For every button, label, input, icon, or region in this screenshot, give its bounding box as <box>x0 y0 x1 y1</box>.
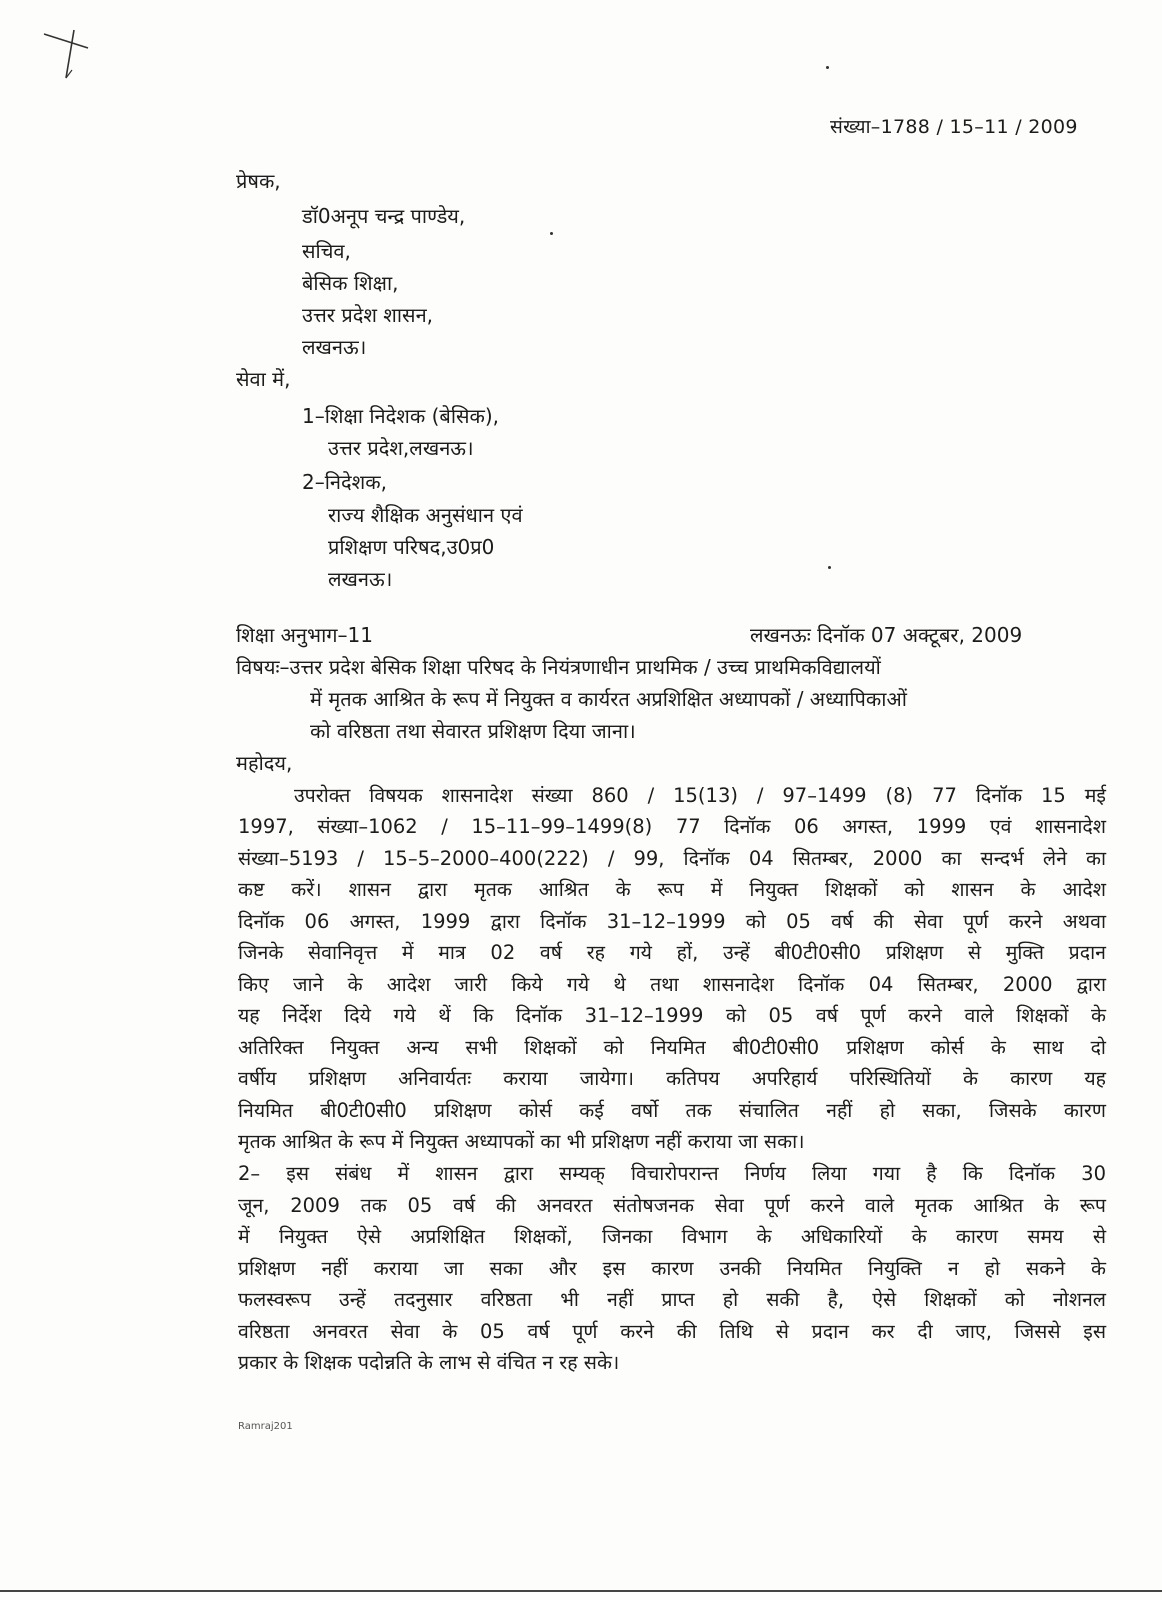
paragraph-line: 1997, संख्या–1062 / 15–11–99–1499(8) 77 दिनॉक 06 अगस्त, 1999 एवं शासनादेश <box>238 815 1106 838</box>
paragraph-line: प्रशिक्षण नहीं कराया जा सका और इस कारण उनकी नियमित नियुक्ति न हो सकने के <box>238 1256 1106 1280</box>
recipient-line: प्रशिक्षण परिषद,उ0प्र0 <box>328 535 495 559</box>
paragraph-line: यह निर्देश दिये गये थें कि दिनॉक 31–12–1999 को 05 वर्ष पूर्ण करने वाले शिक्षकों के <box>238 1004 1106 1027</box>
paragraph-line: फलस्वरूप उन्हें तदनुसार वरिष्ठता भी नहीं प्राप्त हो सकी है, ऐसे शिक्षकों को नोशनल <box>238 1288 1106 1311</box>
subject-line: विषयः–उत्तर प्रदेश बेसिक शिक्षा परिषद के नियंत्रणाधीन प्राथमिक / उच्च प्राथमिकविद्यालयों <box>236 655 881 679</box>
sender-line: डॉ0अनूप चन्द्र पाण्डेय, <box>302 204 466 228</box>
paragraph-line: नियमित बी0टी0सी0 प्रशिक्षण कोर्स कई वर्षो तक संचालित नहीं हो सका, जिसके कारण <box>238 1098 1106 1122</box>
subject-line: को वरिष्ठता तथा सेवारत प्रशिक्षण दिया जाना। <box>310 719 636 743</box>
paragraph-line: जिनके सेवानिवृत्त में मात्र 02 वर्ष रह गये हों, उन्हें बी0टी0सी0 प्रशिक्षण से मुक्ति प्रदान <box>238 941 1106 964</box>
footer-code: Ramraj201 <box>238 1421 293 1432</box>
reference-number: संख्या–1788 / 15–11 / 2009 <box>830 116 1078 138</box>
sender-line: सचिव, <box>302 239 351 263</box>
salutation: महोदय, <box>236 751 293 775</box>
scan-speck <box>550 232 553 235</box>
sender-line: बेसिक शिक्षा, <box>302 271 399 295</box>
section-name: शिक्षा अनुभाग–11 <box>236 623 373 647</box>
paragraph-line: वरिष्ठता अनवरत सेवा के 05 वर्ष पूर्ण करने की तिथि से प्रदान कर दी जाए, जिससे इस <box>238 1319 1106 1343</box>
paragraph-line: किए जाने के आदेश जारी किये गये थे तथा शासनादेश दिनॉक 04 सितम्बर, 2000 द्वारा <box>238 972 1106 996</box>
sender-line: लखनऊ। <box>302 335 367 359</box>
paragraph-1 <box>238 811 1106 1158</box>
scan-edge <box>0 1590 1162 1592</box>
paragraph-line: 2– इस संबंध में शासन द्वारा सम्यक् विचारोपरान्त निर्णय लिया गया है कि दिनॉक 30 <box>238 1162 1106 1185</box>
paragraph-line: जून, 2009 तक 05 वर्ष की अनवरत संतोषजनक सेवा पूर्ण करने वाले मृतक आश्रित के रूप <box>238 1193 1106 1217</box>
recipient-line: 2–निदेशक, <box>302 470 387 494</box>
pen-mark <box>36 24 96 84</box>
recipient-line: उत्तर प्रदेश,लखनऊ। <box>328 436 474 460</box>
paragraph-line: अतिरिक्त नियुक्त अन्य सभी शिक्षकों को नियमित बी0टी0सी0 प्रशिक्षण कोर्स के साथ दो <box>238 1035 1106 1059</box>
sender-line: उत्तर प्रदेश शासन, <box>302 303 434 327</box>
recipient-line: राज्य शैक्षिक अनुसंधान एवं <box>328 503 523 527</box>
scan-speck <box>828 566 831 569</box>
recipient-line: 1–शिक्षा निदेशक (बेसिक), <box>302 404 500 428</box>
paragraph-line: उपरोक्त विषयक शासनादेश संख्या 860 / 15(13) / 97–1499 (8) 77 दिनॉक 15 मई <box>294 784 1106 807</box>
sender-label: प्रेषक, <box>236 169 281 193</box>
recipients-label: सेवा में, <box>236 367 291 391</box>
paragraph-line: में नियुक्त ऐसे अप्रशिक्षित शिक्षकों, जिनका विभाग के अधिकारियों के कारण समय से <box>238 1225 1106 1248</box>
recipient-line: लखनऊ। <box>328 567 393 591</box>
paragraph-line: वर्षीय प्रशिक्षण अनिवार्यतः कराया जायेगा। कतिपय अपरिहार्य परिस्थितियों के कारण यह <box>238 1067 1106 1090</box>
subject-line: में मृतक आश्रित के रूप में नियुक्त व कार्यरत अप्रशिक्षित अध्यापकों / अध्यापिकाओं <box>310 687 907 711</box>
paragraph-2 <box>238 1158 1106 1379</box>
paragraph-line: दिनॉक 06 अगस्त, 1999 द्वारा दिनॉक 31–12–1999 को 05 वर्ष की सेवा पूर्ण करने अथवा <box>238 909 1106 933</box>
date-line: लखनऊः दिनॉक 07 अक्टूबर, 2009 <box>750 623 1023 647</box>
scan-speck <box>826 66 829 69</box>
paragraph-line: प्रकार के शिक्षक पदोन्नति के लाभ से वंचित न रह सके। <box>238 1351 620 1374</box>
paragraph-line: संख्या–5193 / 15–5–2000–400(222) / 99, दिनॉक 04 सितम्बर, 2000 का सन्दर्भ लेने का <box>238 846 1106 870</box>
paragraph-line: मृतक आश्रित के रूप में नियुक्त अध्यापकों का भी प्रशिक्षण नहीं कराया जा सका। <box>238 1130 805 1153</box>
paragraph-line: कष्ट करें। शासन द्वारा मृतक आश्रित के रूप में नियुक्त शिक्षकों को शासन के आदेश <box>238 878 1106 901</box>
